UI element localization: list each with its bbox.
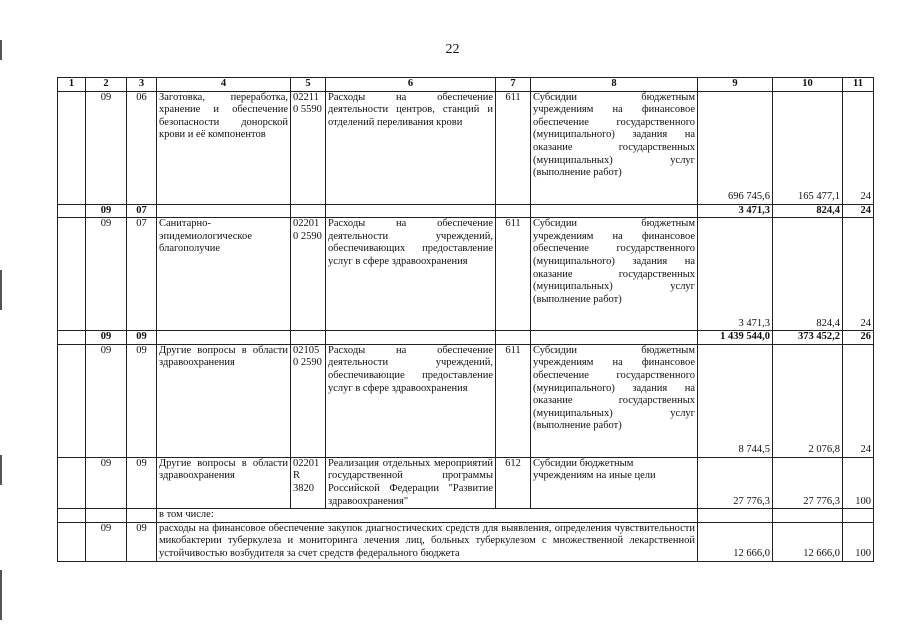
amount-plan: 27 776,3 (698, 457, 773, 508)
section-code: 09 (86, 204, 127, 218)
section-name: Другие вопросы в области здравоохранения (157, 457, 291, 508)
cell (773, 509, 843, 523)
section-code: 09 (86, 522, 127, 561)
column-header: 1 (58, 78, 86, 92)
cell (496, 331, 531, 345)
cell (531, 331, 698, 345)
expense-description: Расходы на обеспечение деятельности учреждений, обеспечивающие предоставление услуг в сфере здравоохранения (326, 344, 496, 457)
table-row (58, 509, 874, 523)
column-header: 2 (86, 78, 127, 92)
cell (531, 204, 698, 218)
percent: 100 (843, 522, 874, 561)
section-name: Другие вопросы в области здравоохранения (157, 344, 291, 457)
column-header: 8 (531, 78, 698, 92)
subsection-code: 09 (127, 522, 157, 561)
amount-actual: 12 666,0 (773, 522, 843, 561)
header-row (58, 78, 874, 92)
expense-type-code: 611 (496, 218, 531, 331)
amount-plan: 696 745,6 (698, 91, 773, 204)
amount-actual: 373 452,2 (773, 331, 843, 345)
cell (58, 344, 86, 457)
expense-description: Расходы на обеспечение деятельности центров, станций и отделений переливания крови (326, 91, 496, 204)
column-header: 5 (291, 78, 326, 92)
subsection-code: 07 (127, 204, 157, 218)
column-header: 7 (496, 78, 531, 92)
page-number: 22 (445, 42, 460, 57)
column-header: 3 (127, 78, 157, 92)
expense-type-name: Субсидии бюджетным учреждениям на финансовое обеспечение государственного (муниципального) задания на оказание государственных (муниципальных) услуг (выполнение работ) (531, 91, 698, 204)
expense-type-code: 611 (496, 344, 531, 457)
section-name: Санитарно-эпидемиологическое благополучие (157, 218, 291, 331)
amount-plan: 3 471,3 (698, 218, 773, 331)
amount-plan: 12 666,0 (698, 522, 773, 561)
cell (58, 522, 86, 561)
section-code: 09 (86, 331, 127, 345)
cell (157, 331, 291, 345)
cell (86, 509, 127, 523)
column-header: 9 (698, 78, 773, 92)
cell (496, 204, 531, 218)
section-code: 09 (86, 344, 127, 457)
subsection-code: 09 (127, 457, 157, 508)
including-label: в том числе: (157, 509, 698, 523)
amount-actual: 2 076,8 (773, 344, 843, 457)
cell (326, 331, 496, 345)
cell (127, 509, 157, 523)
expense-description: Реализация отдельных мероприятий государственной программы Российской Федерации "Развитие здравоохранения" (326, 457, 496, 508)
expense-type-code: 612 (496, 457, 531, 508)
table-row (58, 522, 874, 561)
column-header: 6 (326, 78, 496, 92)
margin-mark (0, 455, 2, 485)
subsection-code: 09 (127, 331, 157, 345)
budget-table (57, 77, 874, 562)
table-row (58, 457, 874, 508)
column-header: 11 (843, 78, 874, 92)
percent: 24 (843, 218, 874, 331)
cell (58, 218, 86, 331)
margin-mark (0, 270, 2, 310)
cell (58, 91, 86, 204)
target-article: 022110 5590 (291, 91, 326, 204)
cell (157, 204, 291, 218)
expense-type-name: Субсидии бюджетным учреждениям на иные цели (531, 457, 698, 508)
cell (291, 331, 326, 345)
expense-type-name: Субсидии бюджетным учреждениям на финансовое обеспечение государственного (муниципального) задания на оказание государственных (муниципальных) услуг (выполнение работ) (531, 344, 698, 457)
table-row (58, 218, 874, 331)
percent: 24 (843, 204, 874, 218)
section-name: Заготовка, переработка, хранение и обеспечение безопасности донорской крови и её компонентов (157, 91, 291, 204)
section-code: 09 (86, 457, 127, 508)
amount-actual: 27 776,3 (773, 457, 843, 508)
percent: 100 (843, 457, 874, 508)
target-article: 021050 2590 (291, 344, 326, 457)
section-code: 09 (86, 91, 127, 204)
expense-description: Расходы на обеспечение деятельности учреждений, обеспечивающих предоставление услуг в сфере здравоохранения (326, 218, 496, 331)
amount-plan: 1 439 544,0 (698, 331, 773, 345)
cell (843, 509, 874, 523)
column-header: 4 (157, 78, 291, 92)
target-article: 02201R 3820 (291, 457, 326, 508)
expense-type-code: 611 (496, 91, 531, 204)
target-article: 022010 2590 (291, 218, 326, 331)
table-row (58, 91, 874, 204)
cell (291, 204, 326, 218)
cell (58, 204, 86, 218)
subtotal-row (58, 331, 874, 345)
subsection-code: 07 (127, 218, 157, 331)
amount-actual: 824,4 (773, 218, 843, 331)
section-code: 09 (86, 218, 127, 331)
cell (698, 509, 773, 523)
expense-description: расходы на финансовое обеспечение закупок диагностических средств для выявления, определения чувствительности микобактерии туберкулеза и мониторинга лечения лиц, больных туберкулезом с множественной лекарственной устойчивостью возбудителя за счет средств федерального бюджета (157, 522, 698, 561)
cell (326, 204, 496, 218)
cell (58, 331, 86, 345)
column-header: 10 (773, 78, 843, 92)
cell (58, 509, 86, 523)
amount-plan: 8 744,5 (698, 344, 773, 457)
percent: 26 (843, 331, 874, 345)
percent: 24 (843, 344, 874, 457)
subsection-code: 06 (127, 91, 157, 204)
subsection-code: 09 (127, 344, 157, 457)
expense-type-name: Субсидии бюджетным учреждениям на финансовое обеспечение государственного (муниципального) задания на оказание государственных (муниципальных) услуг (выполнение работ) (531, 218, 698, 331)
amount-actual: 824,4 (773, 204, 843, 218)
cell (58, 457, 86, 508)
subtotal-row (58, 204, 874, 218)
amount-actual: 165 477,1 (773, 91, 843, 204)
margin-mark (0, 570, 2, 620)
percent: 24 (843, 91, 874, 204)
amount-plan: 3 471,3 (698, 204, 773, 218)
table-row (58, 344, 874, 457)
